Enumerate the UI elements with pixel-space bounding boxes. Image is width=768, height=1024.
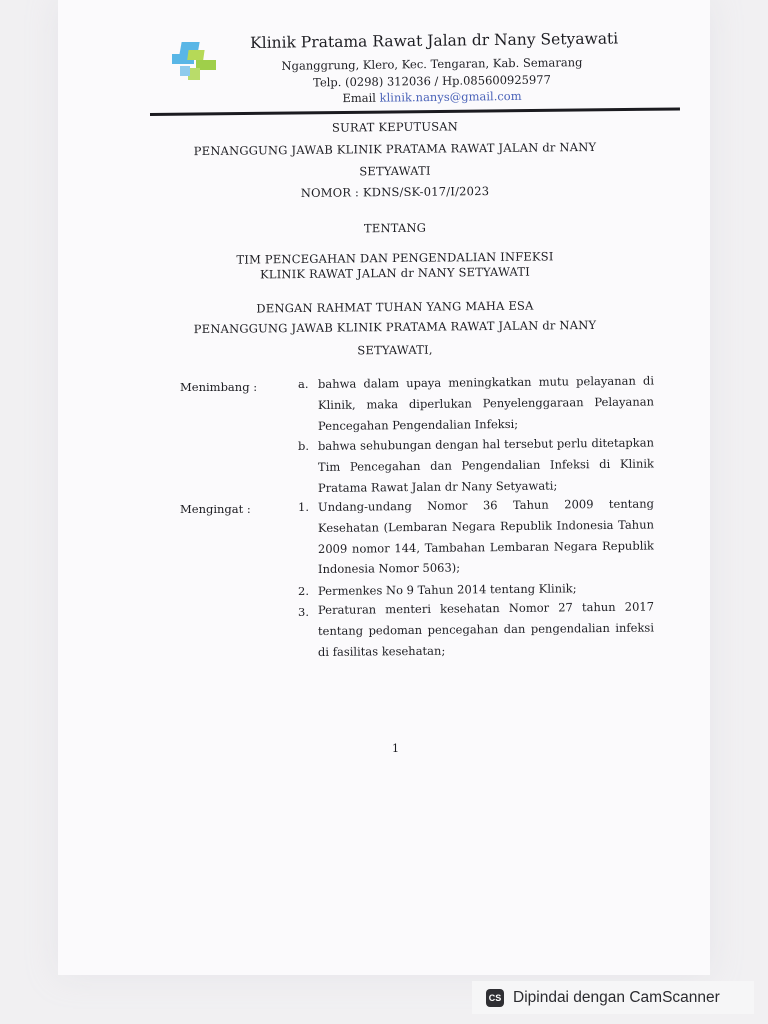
mengingat-1-line-1: Undang-undang Nomor 36 Tahun 2009 tentang [317, 496, 655, 514]
issuer-line-1: PENANGGUNG JAWAB KLINIK PRATAMA RAWAT JALAN dr NANY [193, 139, 597, 159]
menimbang-b-line-3: Pratama Rawat Jalan dr Nany Setyawati; [317, 478, 558, 495]
subject-line-2: KLINIK RAWAT JALAN dr NANY SETYAWATI [259, 264, 531, 282]
mengingat-3-line-1: Peraturan menteri kesehatan Nomor 27 tahun 2017 [317, 599, 655, 617]
clinic-name: Klinik Pratama Rawat Jalan dr Nany Setyawati [250, 29, 619, 52]
menimbang-a-line-3: Pencegahan Pengendalian Infeksi; [317, 416, 519, 433]
menimbang-label: Menimbang : [180, 380, 258, 394]
clinic-address: Nganggrung, Klero, Kec. Tengaran, Kab. Semarang [281, 55, 583, 73]
mengingat-3-marker: 3. [298, 605, 309, 619]
camscanner-icon: CS [486, 989, 504, 1007]
menimbang-b-line-2: Tim Pencegahan dan Pengendalian Infeksi di Klinik [317, 456, 655, 474]
mengingat-3-line-3: di fasilitas kesehatan; [317, 643, 446, 659]
menimbang-a-line-1: bahwa dalam upaya meningkatkan mutu pelayanan di [317, 373, 655, 391]
subject-line-1: TIM PENCEGAHAN DAN PENGENDALIAN INFEKSI [236, 249, 554, 267]
mengingat-2-line-1: Permenkes No 9 Tahun 2014 tentang Klinik; [317, 581, 577, 598]
mengingat-1-marker: 1. [298, 500, 309, 514]
mengingat-3-line-2: tentang pedoman pencegahan dan pengendalian infeksi [317, 620, 655, 638]
menimbang-b-marker: b. [298, 439, 310, 453]
grace-line: DENGAN RAHMAT TUHAN YANG MAHA ESA [256, 298, 534, 316]
mengingat-1-line-2: Kesehatan (Lembaran Negara Republik Indonesia Tahun [317, 517, 655, 535]
issuer-line-2: SETYAWATI [359, 163, 431, 179]
mengingat-2-marker: 2. [298, 584, 309, 598]
menimbang-b-line-1: bahwa sehubungan dengan hal tersebut perlu ditetapkan [317, 435, 655, 453]
authority-line-2: SETYAWATI, [357, 342, 433, 358]
authority-line-1: PENANGGUNG JAWAB KLINIK PRATAMA RAWAT JALAN dr NANY [193, 317, 597, 337]
menimbang-a-marker: a. [298, 377, 309, 391]
menimbang-a-line-2: Klinik, maka diperlukan Penyelenggaraan Pelayanan [317, 394, 655, 412]
page-number: 1 [392, 742, 399, 755]
document-number: NOMOR : KDNS/SK-017/I/2023 [300, 184, 490, 200]
camscanner-label: Dipindai dengan CamScanner [513, 988, 720, 1006]
email-link[interactable]: klinik.nanys@gmail.com [379, 88, 522, 105]
mengingat-1-line-3: 2009 nomor 144, Tambahan Lembaran Negara Republik [317, 538, 655, 556]
mengingat-label: Mengingat : [180, 502, 251, 516]
email-label: Email [342, 90, 377, 106]
mengingat-1-line-4: Indonesia Nomor 5063); [317, 560, 461, 576]
camscanner-watermark [472, 981, 754, 1014]
clinic-phone: Telp. (0298) 312036 / Hp.085600925977 [313, 72, 551, 90]
document-title: SURAT KEPUTUSAN [331, 119, 459, 135]
about-heading: TENTANG [363, 220, 427, 236]
clinic-logo-icon [172, 40, 216, 82]
